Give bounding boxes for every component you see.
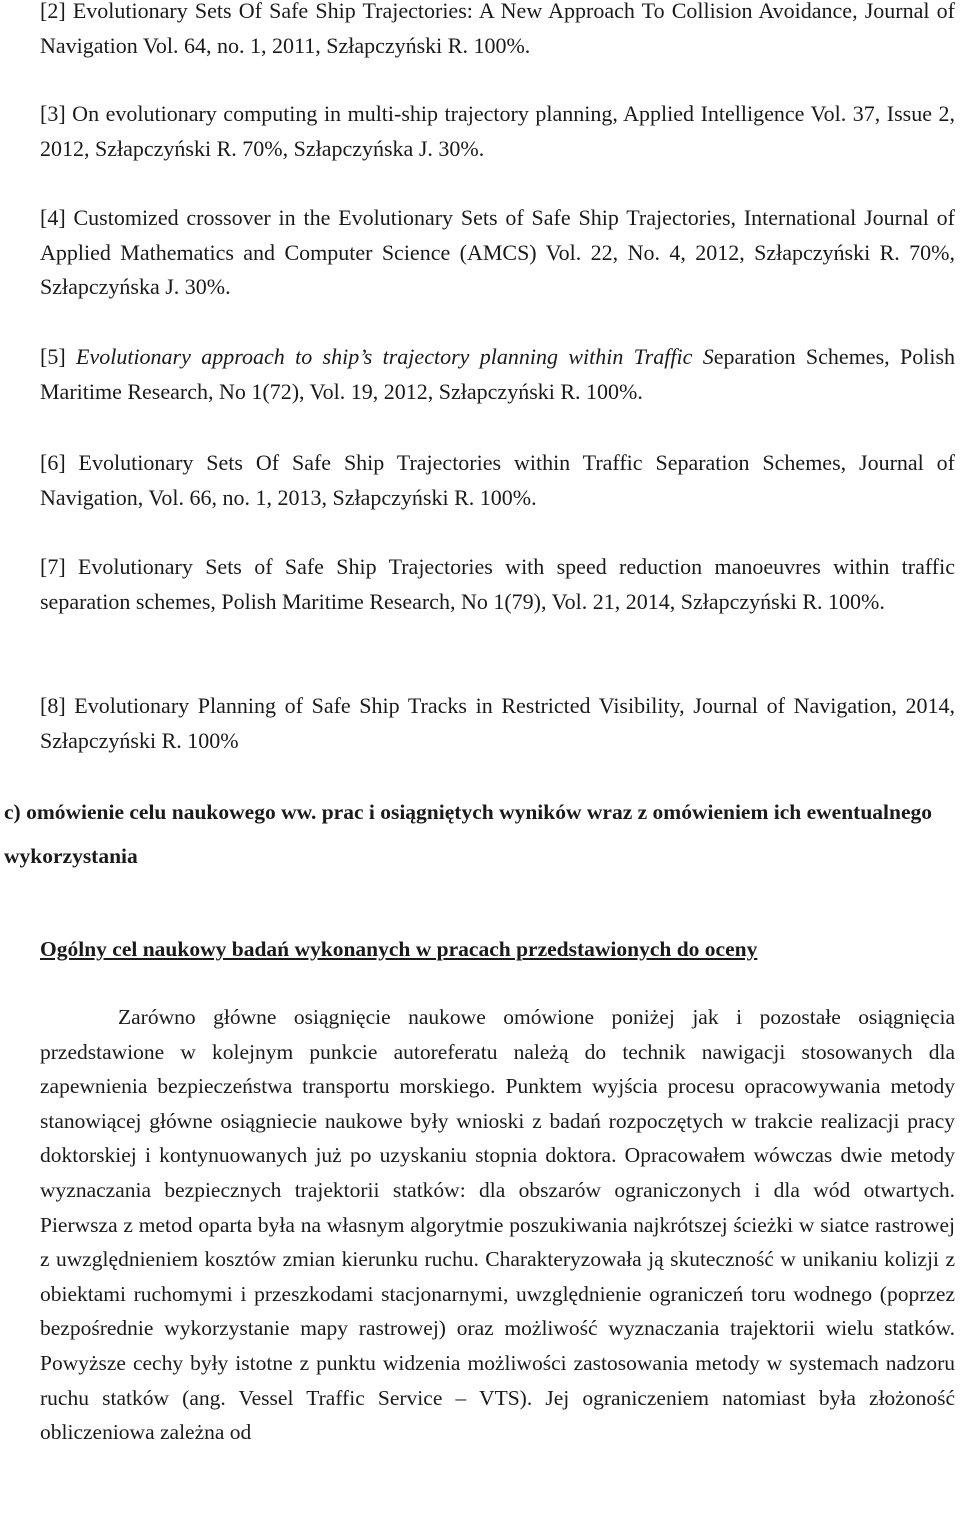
body-paragraph-text: Zarówno główne osiągnięcie naukowe omówione poniżej jak i pozostałe osiągnięcia przedstawione w kolejnym punkcie autoreferatu należą do technik nawigacji stosowanych dla zapewnienia bezpieczeństwa transportu morskiego. Punktem wyjścia procesu opracowywania metody stanowiącej główne osiągniecie naukowe były wnioski z badań rozpoczętych w trakcie realizacji pracy doktorskiej i kontynuowanych już po uzyskaniu stopnia doktora. Opracowałem wówczas dwie metody wyznaczania bezpiecznych trajektorii statków: dla obszarów ograniczonych i dla wód otwartych. Pierwsza z metod oparta była na własnym algorytmie poszukiwania najkrótszej ścieżki w siatce rastrowej z uwzględnieniem kosztów zmian kierunku ruchu. Charakteryzowała ją skuteczność w unikaniu kolizji z obiektami ruchomymi i przeszkodami stacjonarnymi, uwzględnienie ograniczeń toru wodnego (poprzez bezpośrednie wykorzystanie mapy rastrowej) oraz możliwość wyznaczania trajektorii wielu statków. Powyższe cechy były istotne z punktu widzenia możliwości zastosowania metody w systemach nadzoru ruchu statków (ang. Vessel Traffic Service – VTS). Jej ograniczeniem natomiast była złożoność obliczeniowa zależna od bbox=[40, 1005, 955, 1445]
reference-3: [3] On evolutionary computing in multi-ship trajectory planning, Applied Intelligence Vol. 37, Issue 2, 2012, Szłapczyński R. 70%, Szłapczyńska J. 30%. bbox=[40, 101, 955, 161]
reference-5 bbox=[40, 340, 955, 409]
body-paragraph bbox=[40, 1000, 955, 1450]
section-subheading: Ogólny cel naukowy badań wykonanych w pracach przedstawionych do oceny bbox=[40, 937, 758, 961]
reference-7: [7] Evolutionary Sets of Safe Ship Trajectories with speed reduction manoeuvres within traffic separation schemes, Polish Maritime Research, No 1(79), Vol. 21, 2014, Szłapczyński R. 100%. bbox=[40, 554, 955, 614]
reference-5-rest: eparation Schemes, Polish Maritime Research, No 1(72), Vol. 19, 2012, Szłapczyński R. 100%. bbox=[40, 344, 956, 404]
reference-6: [6] Evolutionary Sets Of Safe Ship Trajectories within Traffic Separation Schemes, Journal of Navigation, Vol. 66, no. 1, 2013, Szłapczyński R. 100%. bbox=[40, 450, 955, 510]
reference-5-prefix: [5] bbox=[40, 344, 77, 369]
reference-8: [8] Evolutionary Planning of Safe Ship Tracks in Restricted Visibility, Journal of Navigation, 2014, Szłapczyński R. 100% bbox=[40, 693, 955, 753]
reference-4: [4] Customized crossover in the Evolutionary Sets of Safe Ship Trajectories, International Journal of Applied Mathematics and Computer Science (AMCS) Vol. 22, No. 4, 2012, Szłapczyński R. 70%, Szłapczyńska J. 30%. bbox=[40, 205, 955, 299]
reference-5-italic-title: Evolutionary approach to ship’s trajectory planning within Traffic S bbox=[76, 344, 714, 369]
section-heading-c: c) omówienie celu naukowego ww. prac i osiągniętych wyników wraz z omówieniem ich ewentualnego wykorzystania bbox=[4, 800, 933, 868]
reference-2: [2] Evolutionary Sets Of Safe Ship Trajectories: A New Approach To Collision Avoidance, Journal of Navigation Vol. 64, no. 1, 2011, Szłapczyński R. 100%. bbox=[40, 0, 955, 58]
